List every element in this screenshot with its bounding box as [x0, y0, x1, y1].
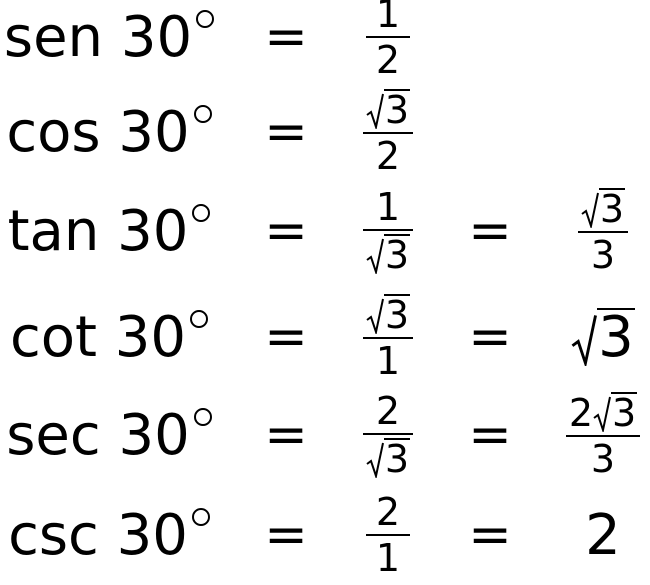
- lhs-expression: [0, 385, 218, 485]
- function-name: tan: [7, 198, 100, 264]
- angle-value: 30: [116, 502, 188, 568]
- radical-sign-icon: [366, 93, 384, 129]
- equals-sign: =: [264, 307, 308, 367]
- degree-symbol: [196, 10, 214, 28]
- equals-sign: =: [264, 405, 308, 465]
- identity-row-sen: [0, 0, 650, 87]
- identity-row-cot: [0, 287, 650, 387]
- value-1: [348, 385, 428, 485]
- equals-sign: =: [264, 201, 308, 261]
- numerator: 2: [375, 490, 401, 534]
- value-1: [348, 287, 428, 387]
- square-root: [366, 233, 410, 277]
- square-root: [366, 88, 410, 132]
- numerator: 2: [375, 389, 401, 433]
- equals-sign: =: [264, 102, 308, 162]
- denominator: [363, 437, 413, 481]
- function-name: sec: [6, 402, 101, 468]
- numerator: [566, 391, 640, 435]
- lhs-expression: [0, 181, 218, 281]
- fraction: [363, 389, 413, 481]
- radical-sign-icon: [366, 238, 384, 274]
- fraction: [578, 187, 628, 277]
- angle-value: 30: [117, 198, 189, 264]
- angle-value: 30: [120, 4, 193, 70]
- equals-sign: =: [468, 307, 512, 367]
- identity-row-tan: [0, 181, 650, 281]
- denominator: 3: [590, 437, 616, 481]
- function-name: sen: [3, 4, 104, 70]
- integer-value: 2: [585, 502, 621, 568]
- identity-row-cos: [0, 82, 650, 182]
- degree-symbol: [192, 508, 210, 526]
- radicand: 3: [384, 293, 410, 337]
- numerator: 1: [375, 0, 401, 36]
- degree-symbol: [192, 204, 210, 222]
- fraction-bar: [363, 433, 413, 435]
- value-1: [348, 0, 428, 87]
- degree-symbol: [190, 310, 208, 328]
- value-2: [548, 181, 650, 281]
- square-root: [366, 437, 410, 481]
- lhs-expression: [0, 82, 218, 182]
- value-2: [548, 485, 650, 585]
- fraction: [566, 391, 640, 481]
- fraction: [366, 490, 410, 580]
- angle-value: 30: [118, 99, 190, 165]
- radicand: 3: [599, 187, 625, 231]
- lhs-expression: [0, 287, 218, 387]
- radicand: 3: [612, 391, 637, 435]
- radical-sign-icon: [366, 298, 384, 334]
- radical-sign-icon: [581, 192, 599, 228]
- denominator: 3: [590, 233, 616, 277]
- square-root: [366, 293, 410, 337]
- numerator: [578, 187, 628, 231]
- square-root: [593, 391, 637, 435]
- denominator: [363, 233, 413, 277]
- numerator: 1: [375, 185, 401, 229]
- numerator: [363, 293, 413, 337]
- fraction: [366, 0, 410, 82]
- radicand: 3: [598, 305, 634, 370]
- fraction-bar: [363, 229, 413, 231]
- angle-value: 30: [114, 304, 187, 370]
- radical-sign-icon: [593, 396, 611, 432]
- denominator: 1: [375, 536, 401, 580]
- lhs-expression: [0, 485, 218, 585]
- angle-value: 30: [118, 402, 190, 468]
- radical-sign-icon: [366, 442, 384, 478]
- identity-row-sec: [0, 385, 650, 485]
- fraction: [363, 88, 413, 178]
- denominator: 2: [375, 134, 401, 178]
- value-2: [548, 287, 650, 387]
- degree-symbol: [194, 105, 212, 123]
- radicand: 3: [384, 233, 410, 277]
- square-root: [571, 305, 635, 370]
- function-name: cos: [6, 99, 101, 165]
- coefficient: 2: [568, 391, 593, 435]
- denominator: 2: [375, 38, 401, 82]
- lhs-expression: [0, 0, 218, 87]
- value-2: [548, 385, 650, 485]
- radicand: 3: [384, 88, 410, 132]
- value-1: [348, 485, 428, 585]
- fraction: [363, 293, 413, 383]
- equals-sign: =: [264, 505, 308, 565]
- radical-sign-icon: [571, 314, 597, 366]
- equals-sign: =: [468, 201, 512, 261]
- equals-sign: =: [264, 7, 308, 67]
- function-name: cot: [9, 304, 97, 370]
- identity-row-csc: [0, 485, 650, 585]
- degree-symbol: [194, 408, 212, 426]
- denominator: 1: [375, 339, 401, 383]
- function-name: csc: [8, 502, 99, 568]
- value-1: [348, 181, 428, 281]
- equals-sign: =: [468, 505, 512, 565]
- equals-sign: =: [468, 405, 512, 465]
- fraction: [363, 185, 413, 277]
- square-root: [581, 187, 625, 231]
- value-1: [348, 82, 428, 182]
- radicand: 3: [384, 437, 410, 481]
- numerator: [363, 88, 413, 132]
